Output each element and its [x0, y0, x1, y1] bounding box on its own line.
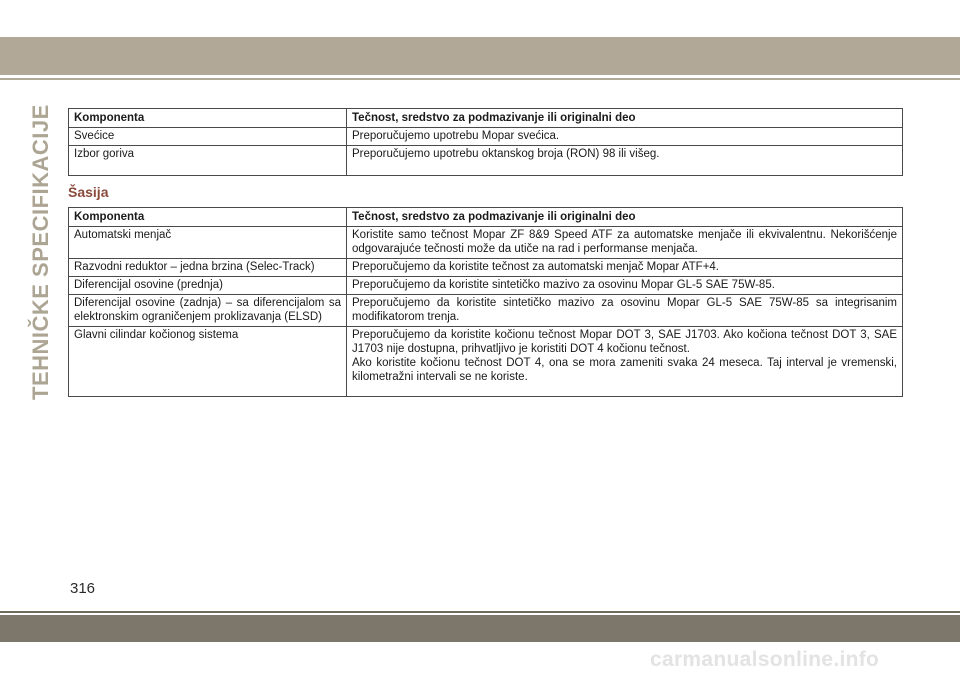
column-header-fluid: Tečnost, sredstvo za podmazivanje ili originalni deo: [347, 109, 903, 128]
table-row: [69, 277, 903, 295]
column-header-component: Komponenta: [69, 109, 347, 128]
fluid-cell: Koristite samo tečnost Mopar ZF 8&9 Speed ATF za automatske menjače ili ekvivalentnu. Nekorišćenje odgovarajuće tečnosti može da utiče na rad i performanse menjača.: [347, 227, 903, 259]
table-row: [69, 146, 903, 176]
component-cell: Diferencijal osovine (prednja): [69, 277, 347, 295]
engine-spec-table: [68, 108, 903, 176]
footer-rule: [0, 611, 960, 613]
table-row: [69, 327, 903, 397]
table-row: [69, 227, 903, 259]
footer-band: [0, 615, 960, 642]
chassis-spec-table: [68, 207, 903, 397]
table-row: [69, 295, 903, 327]
fluid-cell: Preporučujemo da koristite sintetičko mazivo za osovinu Mopar GL-5 SAE 75W-85 sa integrisanim modifikatorom trenja.: [347, 295, 903, 327]
component-cell: Svećice: [69, 128, 347, 146]
header-rule: [0, 78, 960, 80]
fluid-cell: Preporučujemo da koristite tečnost za automatski menjač Mopar ATF+4.: [347, 259, 903, 277]
component-cell: Razvodni reduktor – jedna brzina (Selec-Track): [69, 259, 347, 277]
watermark-text: carmanualsonline.info: [650, 648, 880, 671]
fluid-cell: Preporučujemo upotrebu oktanskog broja (RON) 98 ili višeg.: [347, 146, 903, 176]
page-number: 316: [70, 580, 96, 597]
component-cell: Glavni cilindar kočionog sistema: [69, 327, 347, 397]
component-cell: Izbor goriva: [69, 146, 347, 176]
fluid-cell: [347, 327, 903, 397]
table-header-row: [69, 109, 903, 128]
fluid-cell: Preporučujemo upotrebu Mopar svećica.: [347, 128, 903, 146]
table-row: [69, 259, 903, 277]
fluid-cell: Preporučujemo da koristite sintetičko mazivo za osovinu Mopar GL-5 SAE 75W-85.: [347, 277, 903, 295]
table-row: [69, 128, 903, 146]
section-heading: Šasija: [68, 184, 109, 200]
component-cell: Automatski menjač: [69, 227, 347, 259]
table-header-row: [69, 208, 903, 227]
component-cell: Diferencijal osovine (zadnja) – sa diferencijalom sa elektronskim ograničenjem proklizavanja (ELSD): [69, 295, 347, 327]
fluid-cell-line: Ako koristite kočionu tečnost DOT 4, ona se mora zameniti svaka 24 meseca. Taj interval je vremenski, kilometražni intervali se ne koriste.: [352, 357, 897, 383]
header-band: [0, 37, 960, 75]
fluid-cell-line: Preporučujemo da koristite kočionu tečnost Mopar DOT 3, SAE J1703. Ako kočiona tečnost DOT 3, SAE J1703 nije dostupna, prihvatljivo je koristiti DOT 4 kočionu tečnost.: [352, 329, 897, 355]
column-header-component: Komponenta: [69, 208, 347, 227]
side-section-title: TEHNIČKE SPECIFIKACIJE: [28, 104, 53, 400]
column-header-fluid: Tečnost, sredstvo za podmazivanje ili originalni deo: [347, 208, 903, 227]
